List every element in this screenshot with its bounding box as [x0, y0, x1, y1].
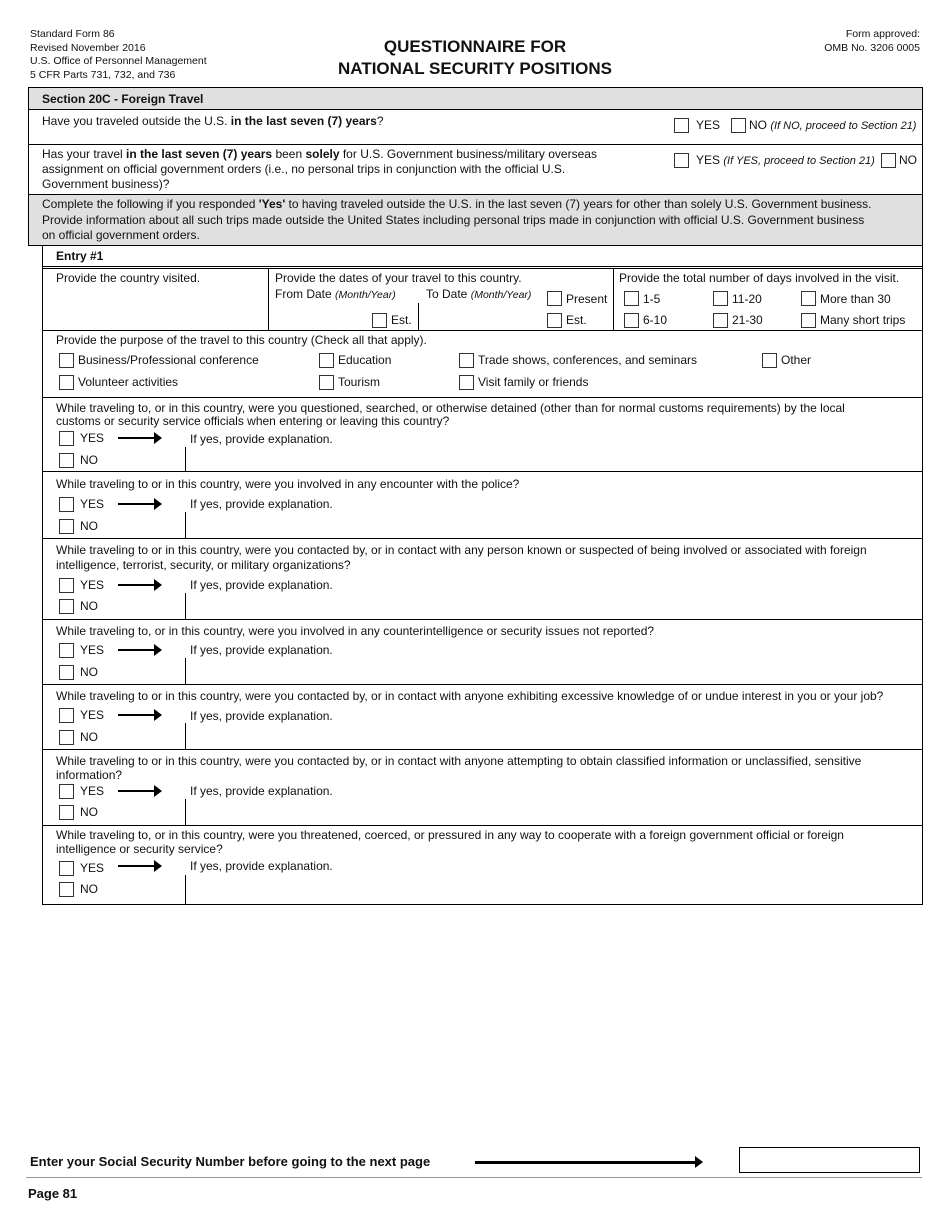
question-text: While traveling to, or in this country, were you threatened, coerced, or pressured in any way to cooperate with a foreign government official or foreign intelligence or security service? — [56, 828, 844, 856]
q2-yes-checkbox[interactable] — [674, 153, 689, 168]
question-text: While traveling to or in this country, were you contacted by, or in contact with any person known or suspected of being involved or associated with foreign intelligence, terrorist, security, or military organizations? — [56, 543, 867, 572]
no-checkbox[interactable] — [59, 730, 74, 745]
omb-number: OMB No. 3206 0005 — [824, 41, 920, 54]
no-label: NO — [80, 730, 98, 744]
question-text: While traveling to, or in this country, were you involved in any counterintelligence or security issues not reported? — [56, 624, 655, 638]
arrow-icon — [475, 1161, 701, 1164]
no-label: NO — [80, 519, 98, 533]
explain-label: If yes, provide explanation. — [190, 643, 333, 657]
purpose-option-label: Volunteer activities — [78, 375, 179, 389]
q1-no-label: NO (If NO, proceed to Section 21) — [749, 118, 917, 132]
to-date-label: To Date (Month/Year) — [426, 287, 532, 301]
explain-label: If yes, provide explanation. — [190, 497, 333, 511]
q2-text: Has your travel in the last seven (7) years been solely for U.S. Government business/military overseas assignment on official government orders (i.e., no personal trips in conjunction with the official U.S. Government business)? — [42, 147, 597, 191]
yes-checkbox[interactable] — [59, 861, 74, 876]
present-label: Present — [566, 292, 608, 306]
approval-label: Form approved: — [845, 28, 920, 40]
yes-label: YES — [80, 784, 105, 798]
form-revision: Revised November 2016 — [30, 41, 146, 54]
yes-checkbox[interactable] — [59, 784, 74, 799]
purpose-option-label: Visit family or friends — [478, 375, 589, 389]
days-11-20-checkbox[interactable] — [713, 291, 728, 306]
purpose-trade-shows-checkbox[interactable] — [459, 353, 474, 368]
arrow-icon — [118, 649, 160, 651]
yes-label: YES — [80, 643, 105, 657]
no-checkbox[interactable] — [59, 805, 74, 820]
days-option-label: 1-5 — [643, 292, 661, 306]
purpose-other-checkbox[interactable] — [762, 353, 777, 368]
form-approval — [824, 28, 920, 55]
no-label: NO — [80, 882, 98, 896]
days-many-short-trips-checkbox[interactable] — [801, 313, 816, 328]
form-number: Standard Form 86 — [30, 28, 115, 40]
q2-yes-label: YES (If YES, proceed to Section 21) — [696, 153, 875, 167]
section-header — [28, 87, 923, 110]
no-checkbox[interactable] — [59, 599, 74, 614]
arrow-icon — [118, 584, 160, 586]
no-checkbox[interactable] — [59, 453, 74, 468]
instructions-text: Complete the following if you responded 'Yes' to having traveled outside the U.S. in the last seven (7) years for other than solely U.S. Government business. Provide information about all such trips made outside the United States including personal trips made in conjunction with official U.S. Government business on official government orders. — [42, 197, 872, 242]
no-label: NO — [80, 805, 98, 819]
purpose-business-checkbox[interactable] — [59, 353, 74, 368]
q2-no-checkbox[interactable] — [881, 153, 896, 168]
purpose-option-label: Other — [781, 353, 812, 367]
days-21-30-checkbox[interactable] — [713, 313, 728, 328]
no-label: NO — [80, 453, 98, 467]
purpose-option-label: Tourism — [338, 375, 381, 389]
yes-checkbox[interactable] — [59, 708, 74, 723]
from-date-label: From Date (Month/Year) — [275, 287, 396, 301]
ssn-input[interactable] — [739, 1147, 920, 1173]
arrow-icon — [118, 503, 160, 505]
question-text: While traveling to or in this country, were you contacted by, or in contact with anyone attempting to obtain classified information or unclassified, sensitive information? — [56, 754, 862, 782]
explain-label: If yes, provide explanation. — [190, 709, 333, 723]
days-option-label: Many short trips — [820, 313, 906, 327]
no-checkbox[interactable] — [59, 519, 74, 534]
page-number: Page 81 — [28, 1186, 78, 1201]
question-text: While traveling to or in this country, were you involved in any encounter with the police? — [56, 477, 520, 491]
q1-no-checkbox[interactable] — [731, 118, 746, 133]
yes-checkbox[interactable] — [59, 643, 74, 658]
q1-row — [28, 110, 923, 145]
title-line-1: QUESTIONNAIRE FOR — [383, 37, 567, 56]
explain-label: If yes, provide explanation. — [190, 859, 333, 873]
to-est-label: Est. — [566, 313, 587, 327]
purpose-option-label: Business/Professional conference — [78, 353, 259, 367]
yes-label: YES — [80, 497, 105, 511]
days-option-label: 21-30 — [732, 313, 763, 327]
purpose-option-label: Education — [338, 353, 392, 367]
explain-label: If yes, provide explanation. — [190, 432, 333, 446]
purpose-volunteer-checkbox[interactable] — [59, 375, 74, 390]
days-6-10-checkbox[interactable] — [624, 313, 639, 328]
ssn-prompt: Enter your Social Security Number before going to the next page — [30, 1154, 431, 1169]
yes-checkbox[interactable] — [59, 497, 74, 512]
explain-label: If yes, provide explanation. — [190, 784, 333, 798]
no-checkbox[interactable] — [59, 882, 74, 897]
yes-checkbox[interactable] — [59, 431, 74, 446]
title-line-2: NATIONAL SECURITY POSITIONS — [338, 59, 612, 78]
page-title — [0, 36, 950, 80]
entry-title: Entry #1 — [56, 249, 104, 263]
no-label: NO — [80, 665, 98, 679]
purpose-education-checkbox[interactable] — [319, 353, 334, 368]
q1-yes-checkbox[interactable] — [674, 118, 689, 133]
section-title: Section 20C - Foreign Travel — [42, 92, 204, 106]
days-label: Provide the total number of days involved in the visit. — [619, 271, 900, 285]
yes-label: YES — [80, 861, 105, 875]
purpose-visit-family-checkbox[interactable] — [459, 375, 474, 390]
purpose-option-label: Trade shows, conferences, and seminars — [478, 353, 697, 367]
yes-label: YES — [80, 708, 105, 722]
form-cfr: 5 CFR Parts 731, 732, and 736 — [30, 68, 176, 81]
purpose-label: Provide the purpose of the travel to this country (Check all that apply). — [56, 333, 427, 347]
days-1-5-checkbox[interactable] — [624, 291, 639, 306]
yes-label: YES — [80, 578, 105, 592]
country-label: Provide the country visited. — [56, 271, 201, 285]
yes-label: YES — [80, 431, 105, 445]
arrow-icon — [118, 790, 160, 792]
no-checkbox[interactable] — [59, 665, 74, 680]
question-text: While traveling to, or in this country, were you questioned, searched, or otherwise detained (other than for normal customs requirements) by the local customs or security service officials when entering or leaving this country? — [56, 401, 845, 428]
arrow-icon — [118, 437, 160, 439]
present-checkbox[interactable] — [547, 291, 562, 306]
days-option-label: 6-10 — [643, 313, 668, 327]
dates-label: Provide the dates of your travel to this country. — [275, 271, 522, 285]
instructions-box — [28, 195, 923, 246]
from-est-label: Est. — [391, 313, 412, 327]
q2-no-label: NO — [899, 153, 917, 167]
arrow-icon — [118, 714, 160, 716]
to-est-checkbox[interactable] — [547, 313, 562, 328]
no-label: NO — [80, 599, 98, 613]
from-est-checkbox[interactable] — [372, 313, 387, 328]
days-option-label: More than 30 — [820, 292, 891, 306]
yes-checkbox[interactable] — [59, 578, 74, 593]
q1-yes-label: YES — [696, 118, 721, 132]
q2-row — [28, 145, 923, 195]
q1-text: Have you traveled outside the U.S. in the last seven (7) years? — [42, 114, 384, 128]
explain-label: If yes, provide explanation. — [190, 578, 333, 592]
days-more-than-30-checkbox[interactable] — [801, 291, 816, 306]
purpose-tourism-checkbox[interactable] — [319, 375, 334, 390]
form-agency: U.S. Office of Personnel Management — [30, 55, 207, 67]
question-text: While traveling to or in this country, were you contacted by, or in contact with anyone exhibiting excessive knowledge of or undue interest in you or your job? — [56, 689, 884, 703]
arrow-icon — [118, 865, 160, 867]
days-option-label: 11-20 — [732, 292, 762, 306]
